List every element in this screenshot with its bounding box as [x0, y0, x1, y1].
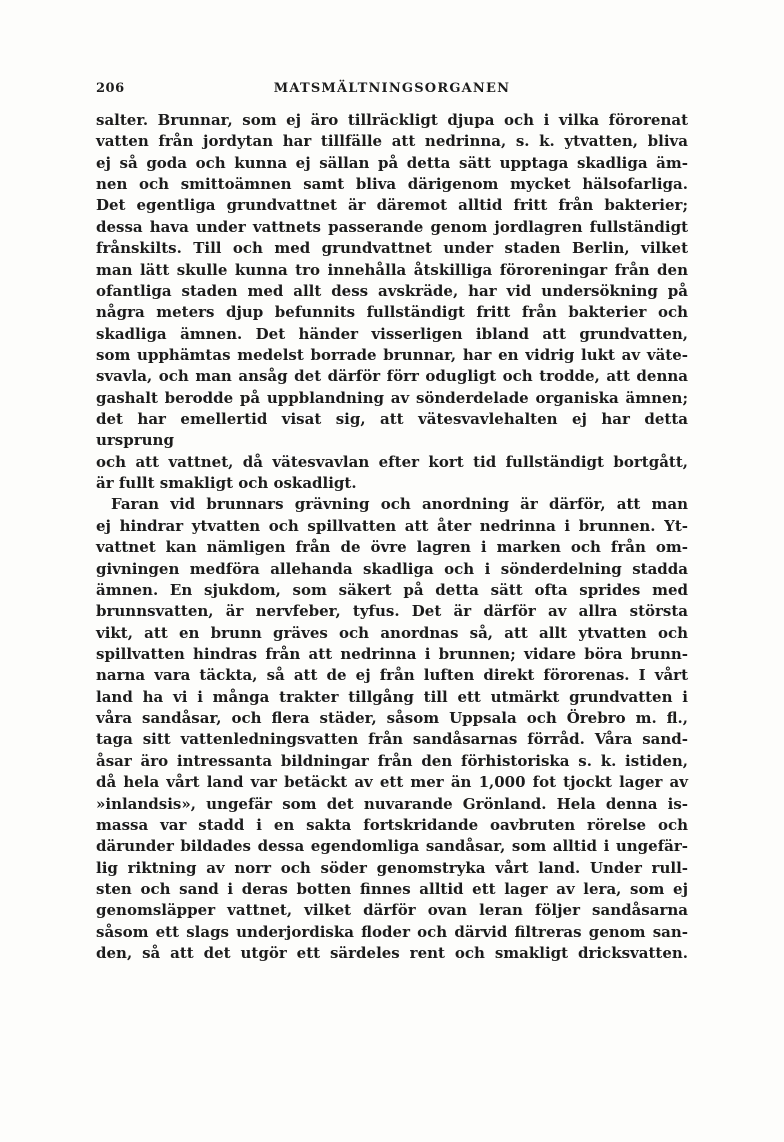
- text-line: vatten från jordytan har tillfälle att nedrinna, s. k. ytvatten, bliva: [96, 132, 688, 151]
- text-line: brunnsvatten, är nervfeber, tyfus. Det är därför av allra största: [96, 602, 688, 621]
- text-line: vikt, att en brunn gräves och anordnas så, att allt ytvatten och: [96, 623, 688, 642]
- text-line: därunder bildades dessa egendomliga sandåsar, som alltid i ungefär-: [96, 837, 688, 856]
- text-line: »inlandsis», ungefär som det nuvarande Grönland. Hela denna is-: [96, 794, 688, 813]
- paragraph-2: [96, 494, 688, 964]
- text-line: sten och sand i deras botten finnes alltid ett lager av lera, som ej: [96, 879, 688, 898]
- text-line: och att vattnet, då vätesvavlan efter kort tid fullständigt bortgått,: [96, 452, 688, 471]
- paragraph-1: [96, 110, 688, 494]
- text-line: dessa hava under vattnets passerande genom jordlagren fullständigt: [96, 217, 688, 236]
- page-number: 206: [96, 81, 125, 96]
- text-line: genomsläpper vattnet, vilket därför ovan leran följer sandåsarna: [96, 901, 688, 920]
- text-line: spillvatten hindras från att nedrinna i brunnen; vidare böra brunn-: [96, 644, 688, 663]
- text-line: ofantliga staden med allt dess avskräde, har vid undersökning på: [96, 281, 688, 300]
- text-line: Det egentliga grundvattnet är däremot alltid fritt från bakterier;: [96, 196, 688, 215]
- text-line: skadliga ämnen. Det händer visserligen ibland att grundvatten,: [96, 324, 688, 343]
- running-title: MATSMÄLTNINGSORGANEN: [273, 81, 511, 96]
- text-line: våra sandåsar, och flera städer, såsom Uppsala och Örebro m. fl.,: [96, 709, 688, 728]
- text-line: salter. Brunnar, som ej äro tillräckligt djupa och i vilka förorenat: [96, 111, 688, 129]
- text-line: ej så goda och kunna ej sällan på detta sätt upptaga skadliga äm-: [96, 153, 688, 172]
- text-line: såsom ett slags underjordiska floder och därvid filtreras genom san-: [96, 922, 688, 941]
- text-line: det har emellertid visat sig, att vätesvavlehalten ej har detta ursprung: [96, 410, 688, 450]
- text-line: taga sitt vattenledningsvatten från sandåsarnas förråd. Våra sand-: [96, 730, 688, 749]
- text-line: man lätt skulle kunna tro innehålla åtskilliga föroreningar från den: [96, 260, 688, 279]
- text-line: massa var stadd i en sakta fortskridande oavbruten rörelse och: [96, 815, 688, 834]
- text-line: svavla, och man ansåg det därför förr odugligt och trodde, att denna: [96, 367, 688, 386]
- text-line: då hela vårt land var betäckt av ett mer än 1,000 fot tjockt lager av: [96, 773, 688, 792]
- text-line: som upphämtas medelst borrade brunnar, har en vidrig lukt av väte-: [96, 345, 688, 364]
- text-line: den, så att det utgör ett särdeles rent och smakligt dricksvatten.: [96, 944, 688, 963]
- text-line: frånskilts. Till och med grundvattnet under staden Berlin, vilket: [96, 239, 688, 258]
- text-line: lig riktning av norr och söder genomstryka vårt land. Under rull-: [96, 858, 688, 877]
- text-line: ämnen. En sjukdom, som säkert på detta sätt ofta sprides med: [96, 580, 688, 599]
- text-line: narna vara täckta, så att de ej från luften direkt förorenas. I vårt: [96, 666, 688, 685]
- text-line: ej hindrar ytvatten och spillvatten att åter nedrinna i brunnen. Yt-: [96, 516, 688, 535]
- text-line: några meters djup befunnits fullständigt fritt från bakterier och: [96, 303, 688, 322]
- text-line: gashalt berodde på uppblandning av sönderdelade organiska ämnen;: [96, 388, 688, 407]
- text-block: [96, 110, 688, 964]
- text-line: åsar äro intressanta bildningar från den förhistoriska s. k. istiden,: [96, 751, 688, 770]
- text-line: land ha vi i många trakter tillgång till ett utmärkt grundvatten i: [96, 687, 688, 706]
- text-line: Faran vid brunnars grävning och anordning är därför, att man: [111, 495, 688, 514]
- text-line: vattnet kan nämligen från de övre lagren i marken och från om-: [96, 538, 688, 557]
- text-line: är fullt smakligt och oskadligt.: [96, 474, 357, 493]
- text-line: givningen medföra allehanda skadliga och i sönderdelning stadda: [96, 559, 688, 578]
- page-header: [96, 80, 688, 100]
- text-line: nen och smittoämnen samt bliva därigenom mycket hälsofarliga.: [96, 175, 688, 194]
